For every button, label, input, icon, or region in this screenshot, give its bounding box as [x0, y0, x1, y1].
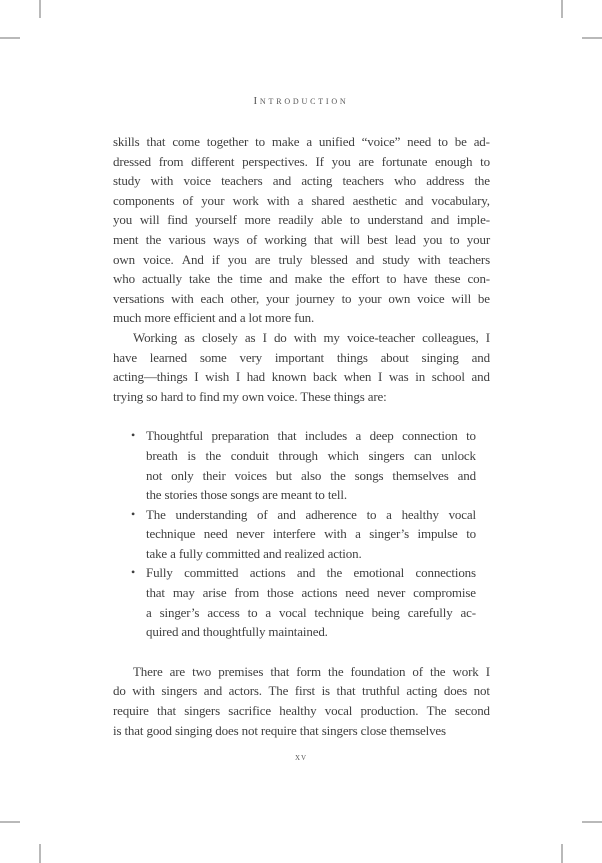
text-line: quired and thoughtfully maintained. — [146, 624, 328, 640]
text-line: acting—things I wish I had known back when I was in school and — [113, 369, 490, 385]
text-line: much more efficient and a lot more fun. — [113, 310, 315, 326]
text-line: a singer’s access to a vocal technique being carefully ac- — [146, 604, 476, 620]
text-line: skills that come together to make a unified “voice” need to be ad- — [113, 134, 490, 149]
text-line: have learned some very important things about singing and — [113, 349, 490, 365]
text-line: who actually take the time and make the effort to have these con- — [113, 271, 490, 287]
crop-mark-top-right-horizontal — [582, 37, 602, 39]
text-line: ment the various ways of working that will best lead you to your — [113, 231, 490, 247]
bullet-list-item — [131, 563, 476, 641]
paragraph — [113, 132, 490, 328]
crop-mark-top-left-vertical — [39, 0, 41, 18]
paragraph — [113, 328, 490, 406]
text-line: There are two premises that form the foundation of the work I — [133, 663, 490, 679]
text-line: own voice. And if you are truly blessed and study with teachers — [113, 251, 490, 267]
bullet-icon: • — [131, 506, 136, 521]
crop-mark-top-left-horizontal — [0, 37, 20, 39]
text-line: the stories those songs are meant to tell. — [146, 487, 347, 503]
text-line: The understanding of and adherence to a healthy vocal — [146, 506, 476, 522]
text-line: dressed from different perspectives. If you are fortunate enough to — [113, 153, 490, 169]
crop-mark-top-right-vertical — [561, 0, 563, 18]
crop-mark-bottom-right-horizontal — [582, 821, 602, 823]
running-header: Introduction — [253, 95, 349, 107]
text-line: trying so hard to find my own voice. These things are: — [113, 388, 387, 404]
text-line: is that good singing does not require that singers close themselves — [113, 722, 446, 738]
text-line: require that singers sacrifice healthy vocal production. The second — [113, 703, 490, 719]
text-line: technique need never interfere with a singer’s impulse to — [146, 526, 476, 542]
text-line: Working as closely as I do with my voice-teacher colleagues, I — [133, 329, 490, 345]
page-number: xv — [294, 752, 308, 763]
crop-mark-bottom-right-vertical — [561, 844, 563, 863]
text-line: Thoughtful preparation that includes a deep connection to — [146, 428, 476, 444]
text-line: do with singers and actors. The first is that truthful acting does not — [113, 683, 490, 699]
bullet-list-item — [131, 426, 476, 504]
text-line: not only their voices but also the songs themselves and — [146, 467, 476, 483]
paragraph — [113, 662, 490, 740]
text-line: Fully committed actions and the emotional connections — [146, 565, 476, 581]
bullet-icon: • — [131, 428, 136, 443]
text-line: components of your work with a shared aesthetic and vocabulary, — [113, 192, 490, 208]
crop-mark-bottom-left-horizontal — [0, 821, 20, 823]
bullet-list-item — [131, 505, 476, 564]
text-block — [113, 132, 490, 740]
text-line: breath is the conduit through which singers can unlock — [146, 447, 476, 463]
text-line: versations with each other, your journey to your own voice will be — [113, 290, 490, 306]
bullet-icon: • — [131, 565, 136, 580]
text-line: that may arise from those actions need never compromise — [146, 585, 476, 601]
crop-mark-bottom-left-vertical — [39, 844, 41, 863]
bullet-list — [113, 426, 490, 642]
text-line: study with voice teachers and acting teachers who address the — [113, 173, 490, 189]
text-line: you will find yourself more readily able to understand and imple- — [113, 212, 490, 228]
text-line: take a fully committed and realized action. — [146, 545, 362, 561]
